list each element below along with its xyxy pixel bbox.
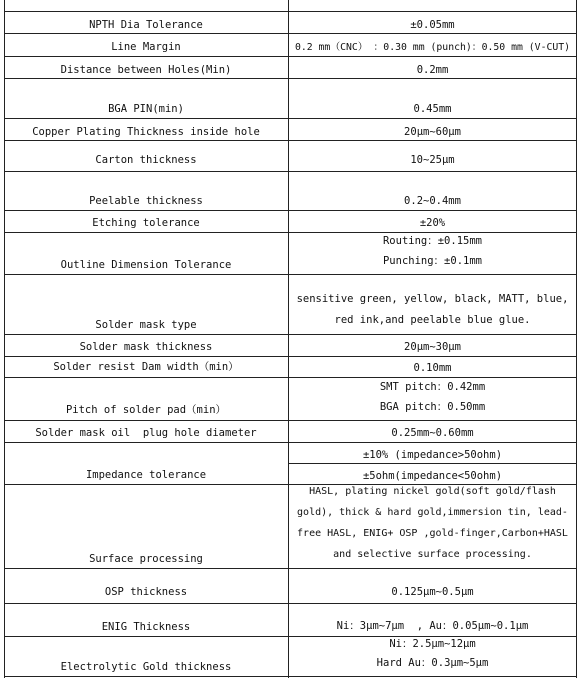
value-impedance-tolerance-high: ±10% (impedance>50ohm) [362,449,503,461]
value-solder-resist-dam-width: 0.10mm [413,362,452,374]
value-copper-plating-thickness: 20μm~60μm [404,126,461,138]
param-carton-thickness: Carton thickness [95,154,197,166]
param-solder-mask-type: Solder mask type [95,319,197,331]
param-distance-between-holes: Distance between Holes(Min) [60,64,232,76]
param-enig-thickness: ENIG Thickness [101,621,191,633]
param-surface-processing: Surface processing [89,553,203,565]
value-impedance-tolerance-low: ±5ohm(impedance<50ohm) [362,470,503,482]
param-solder-mask-thickness: Solder mask thickness [79,341,213,353]
value-pitch-of-solder-pad: SMT pitch：0.42mm BGA pitch：0.50mm [379,381,486,413]
param-impedance-tolerance: Impedance tolerance [85,469,207,481]
param-copper-plating-thickness: Copper Plating Thickness inside hole [32,126,260,138]
param-peelable-thickness: Peelable thickness [89,195,203,207]
value-osp-thickness: 0.125μm~0.5μm [391,586,474,598]
value-electrolytic-gold-thickness: Ni：2.5μm~12μm Hard Au：0.3μm~5μm [376,638,489,669]
value-distance-between-holes: 0.2mm [416,64,449,76]
value-line-margin: 0.2 mm（CNC） ：0.30 mm (punch)：0.50 mm (V-CUT) [294,42,571,53]
table-right-border [576,0,577,678]
table-bottom-border [4,676,577,677]
param-osp-thickness: OSP thickness [104,586,188,598]
value-bga-pin: 0.45mm [413,103,452,115]
value-npth-dia-tolerance: ±0.05mm [410,19,455,31]
param-bga-pin: BGA PIN(min) [108,103,184,115]
param-etching-tolerance: Etching tolerance [92,217,200,229]
param-line-margin: Line Margin [111,41,181,53]
param-outline-dimension-tolerance: Outline Dimension Tolerance [60,259,232,271]
value-solder-mask-type: sensitive green, yellow, black, MATT, blue, red ink,and peelable blue glue. [296,293,569,326]
value-outline-dimension-tolerance: Routing：±0.15mm Punching：±0.1mm [382,235,482,267]
value-carton-thickness: 10~25μm [410,154,455,166]
value-solder-mask-thickness: 20μm~30μm [404,341,461,353]
param-npth-dia-tolerance: NPTH Dia Tolerance [89,19,203,31]
value-solder-mask-oil-plug-hole: 0.25mm~0.60mm [391,427,474,439]
value-enig-thickness: Ni：3μm~7μm , Au：0.05μm~0.1μm [336,620,529,632]
value-peelable-thickness: 0.2~0.4mm [404,195,461,207]
param-pitch-of-solder-pad: Pitch of solder pad（min） [65,404,227,416]
value-surface-processing: HASL, plating nickel gold(soft gold/flash gold), thick & hard gold,immersion tin, lead-free HASL, ENIG+ OSP ,gold-finger,Carbon+HASL and selective surface processing. [297,486,568,560]
param-solder-resist-dam-width: Solder resist Dam width（min） [53,361,239,373]
param-electrolytic-gold-thickness: Electrolytic Gold thickness [60,661,232,673]
param-solder-mask-oil-plug-hole: Solder mask oil plug hole diameter [35,427,257,439]
value-etching-tolerance: ±20% [419,217,446,229]
